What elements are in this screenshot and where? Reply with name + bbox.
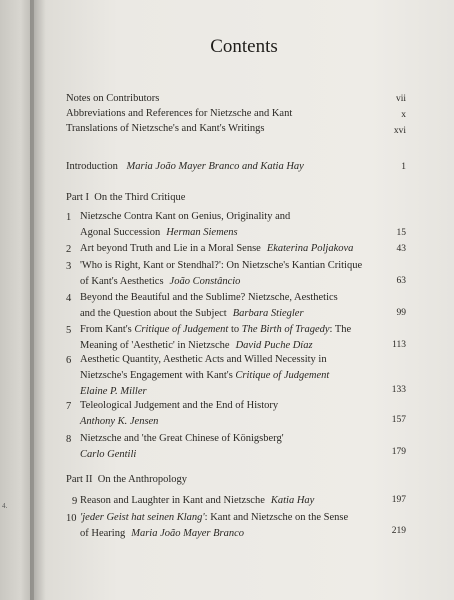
chapter-number: 2 xyxy=(66,244,72,255)
front-item-translations: Translations of Nietzsche's and Kant's Writings xyxy=(66,123,265,134)
chapter-entry-6: Aesthetic Quantity, Aesthetic Acts and Willed Necessity in Nietzsche's Engagement with Kant's Critique of Judgement Elaine P. Miller xyxy=(80,354,330,397)
chapter-entry-1: Nietzsche Contra Kant on Genius, Originality and Agonal Succession Herman Siemens xyxy=(80,211,291,238)
chapter-number: 3 xyxy=(66,261,72,272)
chapter-entry-4: Beyond the Beautiful and the Sublime? Nietzsche, Aesthetics and the Question about the Subject Barbara Stiegler xyxy=(80,292,338,319)
chapter-entry-3: 'Who is Right, Kant or Stendhal?': On Nietzsche's Kantian Critique of Kant's Aesthetics João Constâncio xyxy=(80,260,363,287)
front-page-translations: xvi xyxy=(393,126,406,136)
chapter-page: 113 xyxy=(392,340,406,350)
intro-label: Introduction xyxy=(66,161,118,172)
chapter-number: 4 xyxy=(66,293,72,304)
chapter-page: 157 xyxy=(391,415,406,425)
chapter-entry-8: Nietzsche and 'the Great Chinese of Königsberg' Carlo Gentili xyxy=(80,433,284,460)
chapter-entry-5: From Kant's Critique of Judgement to The Birth of Tragedy: The Meaning of 'Aesthetic' in Nietzsche David Puche Díaz xyxy=(80,324,352,351)
chapter-entry-9: Reason and Laughter in Kant and Nietzsche Katia Hay xyxy=(80,495,315,506)
chapter-entry-7: Teleological Judgement and the End of History Anthony K. Jensen xyxy=(80,400,279,427)
chapter-number: 8 xyxy=(66,434,72,445)
chapter-page: 15 xyxy=(396,228,406,238)
page-title: Contents xyxy=(210,36,278,57)
chapter-entry-10: 'jeder Geist hat seinen Klang': Kant and Nietzsche on the Sense of Hearing Maria João Mayer Branco xyxy=(80,512,349,539)
chapter-page: 99 xyxy=(396,308,406,318)
chapter-number: 7 xyxy=(66,401,72,412)
front-page-contributors: vii xyxy=(395,94,406,104)
front-item-abbreviations: Abbreviations and References for Nietzsche and Kant xyxy=(66,108,293,119)
chapter-number: 10 xyxy=(66,513,77,524)
page-gutter-shadow xyxy=(30,0,46,600)
chapter-entry-2: Art beyond Truth and Lie in a Moral Sense Ekaterina Poljakova xyxy=(80,243,354,254)
chapter-page: 219 xyxy=(391,526,406,536)
chapter-page: 63 xyxy=(396,276,406,286)
chapter-number: 5 xyxy=(66,325,72,336)
intro-page: 1 xyxy=(401,162,406,172)
part-1-heading: Part I On the Third Critique xyxy=(66,192,186,203)
chapter-number: 1 xyxy=(66,212,72,223)
facing-page-mark: 4. xyxy=(2,502,8,510)
chapter-number: 9 xyxy=(72,496,78,507)
front-page-abbreviations: x xyxy=(401,110,406,120)
intro-entry xyxy=(66,160,406,173)
chapter-number: 6 xyxy=(66,355,72,366)
chapter-page: 133 xyxy=(391,385,406,395)
chapter-page: 197 xyxy=(391,495,406,505)
chapter-page: 179 xyxy=(391,447,406,457)
facing-page xyxy=(0,0,34,600)
front-item-contributors: Notes on Contributors xyxy=(66,93,160,104)
chapter-page: 43 xyxy=(396,244,406,254)
part-2-heading: Part II On the Anthropology xyxy=(66,474,188,485)
intro-authors: Maria João Mayer Branco and Katia Hay xyxy=(126,161,304,172)
